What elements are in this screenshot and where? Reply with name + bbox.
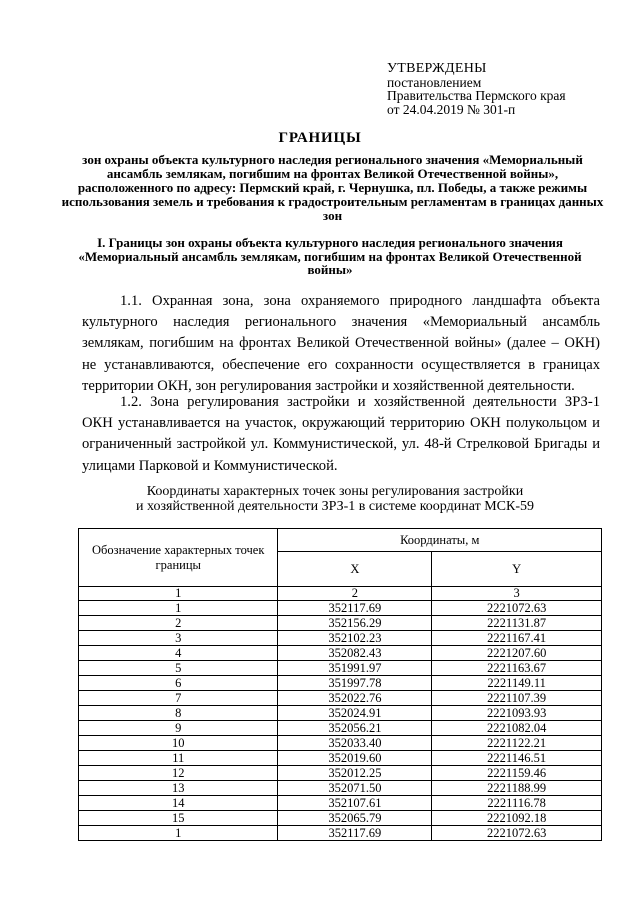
- x-coordinate-cell: 352012.25: [278, 766, 432, 781]
- point-number-cell: 11: [79, 751, 278, 766]
- point-number-cell: 14: [79, 796, 278, 811]
- x-coordinate-cell: 352082.43: [278, 646, 432, 661]
- table-row: [79, 616, 602, 631]
- section-title: I. Границы зон охраны объекта культурного наследия регионального значения «Мемориальный ансамбль землякам, погибшим на фронтах Великой Отечественной войны»: [78, 235, 582, 277]
- point-number-cell: 13: [79, 781, 278, 796]
- approval-line-2: Правительства Пермского края: [387, 88, 566, 103]
- header-point-designation: Обозначение характерных точек границы: [79, 529, 278, 587]
- point-number-cell: 2: [79, 616, 278, 631]
- y-coordinate-cell: 2221093.93: [432, 706, 602, 721]
- x-coordinate-cell: 352117.69: [278, 826, 432, 841]
- x-coordinate-cell: 351997.78: [278, 676, 432, 691]
- table-row: [79, 661, 602, 676]
- y-coordinate-cell: 2221107.39: [432, 691, 602, 706]
- approval-line-3: от 24.04.2019 № 301-п: [387, 101, 516, 117]
- y-coordinate-cell: 2221072.63: [432, 601, 602, 616]
- paragraph-1-2: [82, 392, 600, 477]
- table-row: [79, 796, 602, 811]
- y-coordinate-cell: 2221122.21: [432, 736, 602, 751]
- column-index-2: 2: [278, 587, 432, 601]
- table-row: [79, 631, 602, 646]
- point-number-cell: 3: [79, 631, 278, 646]
- x-coordinate-cell: 351991.97: [278, 661, 432, 676]
- point-number-cell: 6: [79, 676, 278, 691]
- point-number-cell: 1: [79, 601, 278, 616]
- table-row: [79, 826, 602, 841]
- paragraph-1-1: [82, 291, 600, 397]
- table-caption-line-1: Координаты характерных точек зоны регулирования застройки: [146, 484, 524, 499]
- column-index-3: 3: [432, 587, 602, 601]
- table-row: [79, 751, 602, 766]
- y-coordinate-cell: 2221082.04: [432, 721, 602, 736]
- paragraph-1-1-text: 1.1. Охранная зона, зона охраняемого природного ландшафта объекта культурного наследия регионального значения «Мемориальный ансамбль землякам, погибшим на фронтах Великой Отечественной войны» (далее – ОКН) не устанавливаются, обеспечение его сохранности осуществляется в границах территории ОКН, зон регулирования застройки и хозяйственной деятельности.: [82, 293, 600, 394]
- approval-line-1: постановлением: [387, 74, 482, 90]
- x-coordinate-cell: 352107.61: [278, 796, 432, 811]
- y-coordinate-cell: 2221207.60: [432, 646, 602, 661]
- point-number-cell: 9: [79, 721, 278, 736]
- table-row: [79, 811, 602, 826]
- y-coordinate-cell: 2221116.78: [432, 796, 602, 811]
- approval-title: УТВЕРЖДЕНЫ: [387, 61, 487, 76]
- header-y: Y: [432, 552, 602, 587]
- approval-stamp: [387, 62, 617, 116]
- table-caption: [90, 484, 580, 514]
- header-x: X: [278, 552, 432, 587]
- document-subtitle: зон охраны объекта культурного наследия регионального значения «Мемориальный ансамбль землякам, погибшим на фронтах Великой Отечественной войны», расположенного по адресу: Пермский край, г. Чернушка, пл. Победы, а также режимы использования земель и требования к градостроительным регламентам в границах данных зон: [61, 152, 604, 223]
- point-number-cell: 4: [79, 646, 278, 661]
- point-number-cell: 1: [79, 826, 278, 841]
- x-coordinate-cell: 352071.50: [278, 781, 432, 796]
- table-row: [79, 691, 602, 706]
- x-coordinate-cell: 352065.79: [278, 811, 432, 826]
- table-row: [79, 721, 602, 736]
- coordinates-table-body: [79, 587, 602, 841]
- header-coordinates: Координаты, м: [278, 529, 602, 552]
- y-coordinate-cell: 2221092.18: [432, 811, 602, 826]
- y-coordinate-cell: 2221131.87: [432, 616, 602, 631]
- y-coordinate-cell: 2221188.99: [432, 781, 602, 796]
- table-row: [79, 736, 602, 751]
- table-row: [79, 781, 602, 796]
- x-coordinate-cell: 352019.60: [278, 751, 432, 766]
- document-title: ГРАНИЦЫ: [278, 130, 362, 146]
- x-coordinate-cell: 352022.76: [278, 691, 432, 706]
- table-row: [79, 646, 602, 661]
- x-coordinate-cell: 352102.23: [278, 631, 432, 646]
- y-coordinate-cell: 2221159.46: [432, 766, 602, 781]
- table-row: [79, 766, 602, 781]
- paragraph-1-2-text: 1.2. Зона регулирования застройки и хозяйственной деятельности ЗРЗ-1 ОКН устанавливается на участок, окружающий территорию ОКН полукольцом и ограниченный застройкой ул. Коммунистической, ул. 48-й Стрелковой Бригады и улицами Парковой и Коммунистической.: [82, 394, 600, 474]
- point-number-cell: 7: [79, 691, 278, 706]
- column-index-row: [79, 587, 602, 601]
- point-number-cell: 12: [79, 766, 278, 781]
- y-coordinate-cell: 2221072.63: [432, 826, 602, 841]
- y-coordinate-cell: 2221167.41: [432, 631, 602, 646]
- point-number-cell: 10: [79, 736, 278, 751]
- y-coordinate-cell: 2221149.11: [432, 676, 602, 691]
- table-caption-line-2: и хозяйственной деятельности ЗРЗ-1 в системе координат МСК-59: [136, 499, 534, 514]
- point-number-cell: 8: [79, 706, 278, 721]
- point-number-cell: 5: [79, 661, 278, 676]
- point-number-cell: 15: [79, 811, 278, 826]
- table-row: [79, 706, 602, 721]
- x-coordinate-cell: 352156.29: [278, 616, 432, 631]
- coordinates-table: [78, 528, 602, 841]
- y-coordinate-cell: 2221146.51: [432, 751, 602, 766]
- x-coordinate-cell: 352117.69: [278, 601, 432, 616]
- x-coordinate-cell: 352033.40: [278, 736, 432, 751]
- column-index-1: 1: [79, 587, 278, 601]
- table-row: [79, 676, 602, 691]
- x-coordinate-cell: 352056.21: [278, 721, 432, 736]
- table-row: [79, 601, 602, 616]
- x-coordinate-cell: 352024.91: [278, 706, 432, 721]
- y-coordinate-cell: 2221163.67: [432, 661, 602, 676]
